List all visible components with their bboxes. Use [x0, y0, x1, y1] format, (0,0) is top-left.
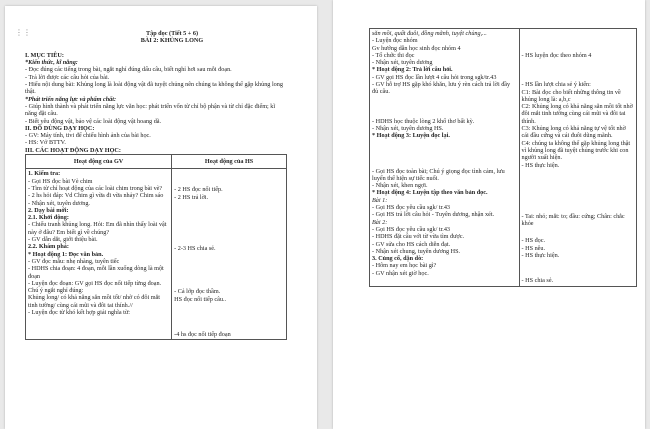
- gv-line: - Gọi HS trả lời câu hỏi - Tuyên dương, nhận xét.: [372, 211, 495, 219]
- gv-line: - GV đọc mẫu: nhẹ nhàng, tuyên tiếc: [28, 257, 120, 265]
- gv-line: - Tổ chức thi đọc: [372, 51, 415, 59]
- gv-line: 2.2. Khám phá:: [28, 243, 69, 251]
- teacher-activities-cell: [370, 29, 520, 287]
- gv-line: * Hoạt động 1: Đọc văn bản.: [28, 250, 104, 258]
- gv-line: 2. Dạy bài mới:: [28, 206, 69, 214]
- hs-line: - 2-3 HS chia sẻ.: [174, 244, 216, 252]
- gv-line: - Nhận xét, khen ngợi.: [372, 182, 428, 190]
- hs-line: -4 hs đọc nối tiếp đoạn: [174, 330, 231, 338]
- knowledge-line: - Trả lời được các câu hỏi của bài.: [25, 73, 110, 81]
- gv-line: - Luyện đọc từ khó kết hợp giải nghĩa từ:: [28, 308, 130, 316]
- knowledge-line: - Đọc đúng các tiếng trong bài, ngắt nghỉ đúng dấu câu, biết nghỉ hơi sau mỗi đoạn.: [25, 66, 232, 74]
- gv-line: - HDHS chia đoạn: 4 đoạn, mỗi lần xuống dòng là một đoạn: [28, 265, 164, 280]
- hs-line: - HS chia sẻ.: [521, 277, 554, 285]
- gv-line: Bài 2:: [372, 218, 388, 226]
- hs-line: - 2 HS trả lời.: [174, 193, 209, 201]
- table-row: [370, 29, 637, 287]
- gv-line: * Hoạt động 3: Luyện đọc lại.: [372, 132, 450, 140]
- gv-line: - Nhận xét chung, tuyên dương HS.: [372, 247, 461, 255]
- gv-line: - Gọi HS đọc toàn bài; Chú ý giọng đọc tình cảm, lưu luyến thể hiện sự tiếc nuối.: [372, 167, 505, 182]
- qualities-heading: *Phát triển năng lực và phẩm chất:: [25, 95, 117, 103]
- hs-line: - HS luyện đọc theo nhóm 4: [521, 52, 592, 59]
- gv-line: - Nhận xét, tuyên dương: [372, 59, 433, 67]
- column-header-student: Hoạt động của HS: [172, 155, 287, 169]
- gv-line: - 2 hs hỏi đáp: Vd Chim gì vừa đi vừa nhảy? Chim sáo: [28, 192, 164, 200]
- materials-line: - HS: Vở BTTV.: [25, 139, 66, 147]
- hs-line: - Tai: nhỏ; mắt: to; đầu: cứng; Chân: chắc khỏe: [521, 212, 625, 228]
- gv-line: * Hoạt động 2: Trả lời câu hỏi.: [372, 66, 453, 74]
- gv-line: Khủng long/ có khả năng săn mồi tốt/ nhờ có đôi mắt tinh tường/ cùng cái mũi và đôi tai thính.//: [28, 294, 160, 309]
- knowledge-heading: *Kiến thức, kĩ năng:: [25, 59, 78, 67]
- materials-line: - GV: Máy tính, tivi để chiếu hình ảnh của bài học.: [25, 132, 151, 140]
- hs-line: - 2 HS đọc nối tiếp.: [174, 186, 223, 194]
- gv-line: - Luyện đọc đoạn: GV gọi HS đọc nối tiếp từng đoạn. Chú ý ngắt nghỉ đúng:: [28, 279, 162, 295]
- qualities-line: - Biết yêu động vật, bảo vệ các loài động vật hoang dã.: [25, 117, 162, 125]
- hs-line: - HS thực hiện.: [521, 252, 560, 260]
- hs-line: C3: Khủng long có khả năng tự vệ tốt nhờ cái đầu cứng và cái đuôi dũng mãnh.: [521, 125, 626, 140]
- page-content: [25, 30, 287, 340]
- table-row: [26, 169, 287, 340]
- hs-line: - HS thực hiện.: [521, 161, 560, 169]
- gv-line: - GV nhận xét giờ học.: [372, 269, 429, 277]
- lesson-period-title: Tập đọc (Tiết 5 + 6): [145, 30, 199, 37]
- teacher-activities-cell: [26, 169, 172, 340]
- qualities-line: - Giúp hình thành và phát triển năng lực văn học: phát triển vốn từ chỉ bộ phận và từ chỉ đặc điểm; kĩ năng đặt câu.: [25, 102, 276, 118]
- gv-line: - Nhận xét, tuyên dương.: [28, 199, 90, 207]
- gv-line: - HDHS đặt câu với từ vừa tìm được.: [372, 233, 465, 241]
- document-page-right: [333, 0, 645, 429]
- gv-line: - Gọi HS đọc yêu cầu sgk/ tr.43: [372, 204, 451, 212]
- gv-line: - HDHS học thuộc lòng 2 khổ thơ bất kỳ.: [372, 117, 475, 125]
- gv-line: - Gọi HS đọc bài Vè chim: [28, 177, 93, 185]
- objectives-heading: I. MỤC TIÊU:: [25, 51, 64, 59]
- page-content: [369, 28, 637, 287]
- activities-table: [25, 154, 287, 340]
- hs-line: - HS lần lượt chia sẻ ý kiến:: [521, 81, 591, 89]
- document-page-left: [5, 6, 317, 429]
- student-activities-cell: [172, 169, 287, 340]
- gv-line: 2.1. Khởi động:: [28, 214, 69, 222]
- gv-line: - Gọi HS đọc yêu cầu sgk/ tr.43: [372, 225, 451, 233]
- hs-line: C1: Bài đọc cho biết những thông tin về khủng long là: a,b,c: [521, 88, 621, 103]
- hs-line: C4: chúng ta không thể gặp khủng long thật vì khủng long đã tuyệt chủng trước khi con người xuất hiện.: [521, 139, 631, 162]
- gv-line: Bài 1:: [372, 196, 388, 204]
- knowledge-line: - Hiểu nội dung bài: Khủng long là loài động vật đã tuyệt chủng nên chúng ta không thể gặp khủng long thật.: [25, 81, 283, 96]
- hs-line: - HS đọc.: [521, 237, 546, 245]
- column-header-teacher: Hoạt động của GV: [26, 155, 172, 169]
- activities-heading: III. CÁC HOẠT ĐỘNG DẠY HỌC:: [25, 146, 121, 154]
- student-activities-cell: [519, 29, 636, 287]
- gv-line: 1. Kiểm tra:: [28, 170, 61, 178]
- gv-line: - Chiếu tranh khủng long. Hỏi: Em đã nhìn thấy loài vật này ở đâu? Em biết gì về chúng?: [28, 221, 167, 236]
- activities-table-continued: [369, 28, 637, 287]
- gv-line: - Hôm nay em học bài gì?: [372, 262, 437, 270]
- table-move-handle-icon[interactable]: ⋮⋮: [15, 28, 31, 37]
- gv-line: - GV sửa cho HS cách diễn đạt.: [372, 240, 451, 248]
- gv-line: - Nhận xét, tuyên dương HS.: [372, 124, 444, 132]
- lesson-title: BÀI 2: KHỦNG LONG: [140, 37, 204, 45]
- hs-line: - HS nêu.: [521, 244, 546, 252]
- gv-line: - Tìm từ chỉ hoạt động của các loài chim trong bài vè?: [28, 184, 163, 192]
- hs-line: - Cả lớp đọc thầm.: [174, 288, 221, 296]
- gv-line: săn mồi, quất đuôi, đồng mãnh, tuyệt chủng,...: [372, 30, 487, 37]
- gv-line: - GV gọi HS đọc lần lượt 4 câu hỏi trong sgk/tr.43: [372, 73, 497, 81]
- gv-line: - GV dẫn dắt, giới thiệu bài.: [28, 236, 98, 244]
- gv-line: 3. Củng cố, dặn dò:: [372, 255, 424, 263]
- hs-line: C2: Khủng long có khả năng săn mồi tốt nhờ đôi mắt tinh tường cùng cái mũi và đôi tai thính.: [521, 103, 633, 125]
- gv-line: - GV hỗ trợ HS gặp khó khăn, lưu ý rèn cách trả lời đầy đủ câu.: [372, 81, 511, 96]
- gv-line: Gv hướng dẫn học sinh đọc nhóm 4: [372, 44, 461, 52]
- gv-line: * Hoạt động 4: Luyện tập theo văn bản đọc.: [372, 189, 488, 197]
- materials-heading: II. ĐỒ DÙNG DẠY HỌC:: [25, 124, 95, 132]
- gv-line: - Luyện đọc nhóm: [372, 37, 418, 45]
- hs-line: HS đọc nối tiếp câu..: [174, 295, 227, 303]
